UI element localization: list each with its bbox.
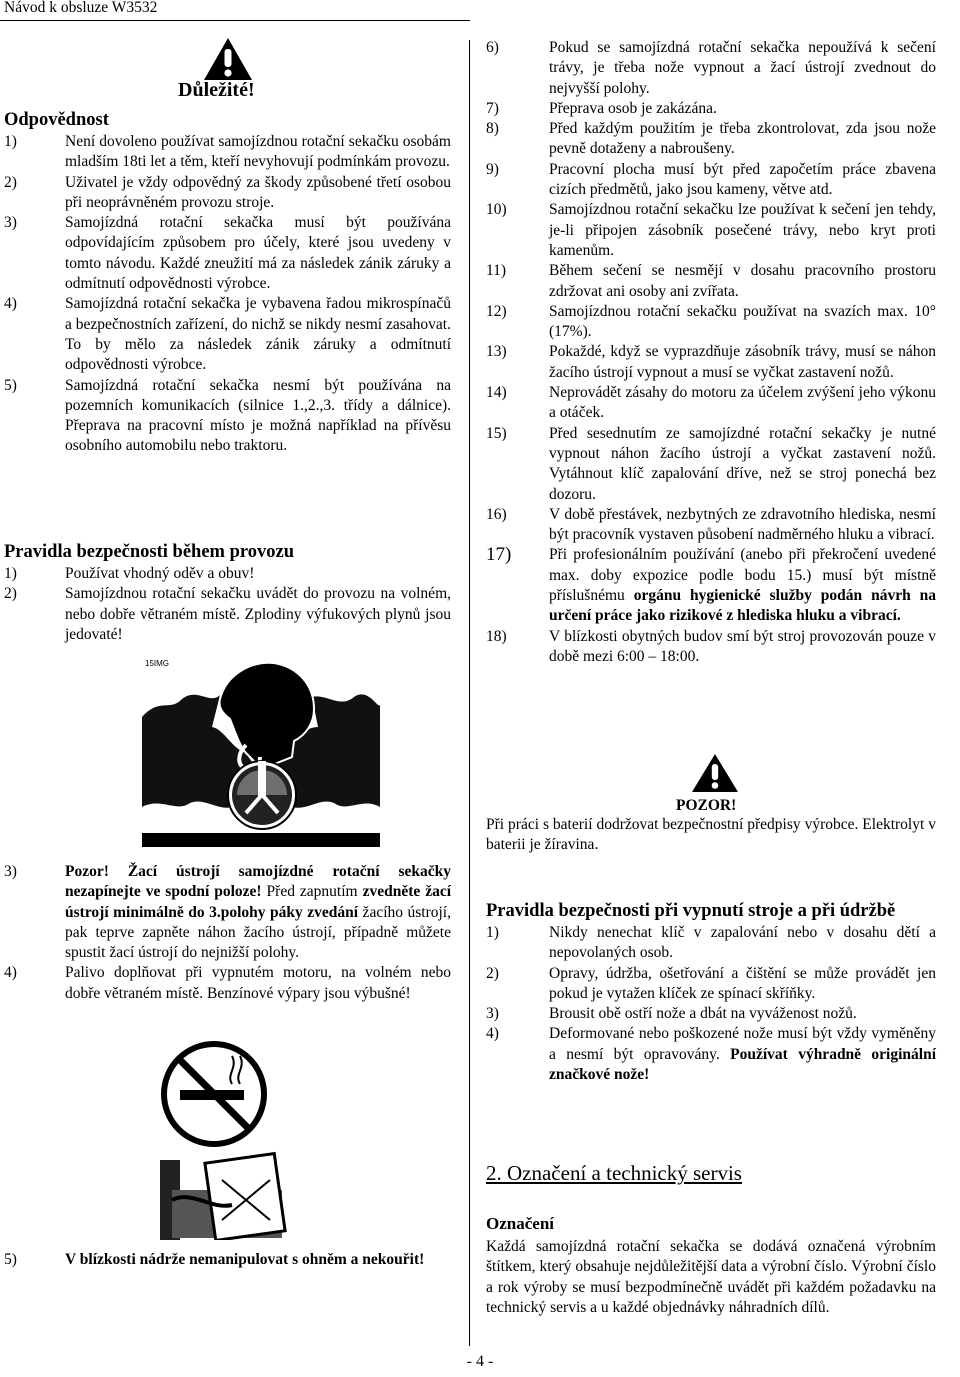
- list-item: 15) Před sesednutím ze samojízdné rotační sekačky je nutné vypnout náhon žacího ústrojí a vyčkat zastavení nožů. Vytáhnout klíč zapalování dříve, než se stroj ponechá bez dozoru.: [486, 424, 936, 503]
- header-rule: [0, 20, 470, 21]
- warning-triangle-icon: [690, 752, 740, 794]
- list-item: 5) V blízkosti nádrže nemanipulovat s ohněm a nekouřit!: [4, 1251, 425, 1268]
- list-item: 9) Pracovní plocha musí být před započetím práce zbavena cizích předmětů, jako jsou kameny, větve atd.: [486, 160, 936, 199]
- list-item: 13) Pokaždé, když se vyprazdňuje zásobník trávy, musí se náhon žacího ústrojí vypnout a musí se vyčkat zastavení nožů.: [486, 343, 936, 381]
- section-2-heading: 2. Označení a technický servis: [486, 1161, 742, 1185]
- list-item: 16) V době přestávek, nezbytných ze zdravotního hlediska, nesmí být pracovník vystaven působení nadměrného hluku a vibrací.: [486, 505, 936, 544]
- list-item: 4) Deformované nebo poškozené nože musí být vždy vyměněny a nesmí být opravovány. Používat výhradně originální značkové nože!: [486, 1025, 937, 1084]
- list-item: 4) Samojízdná rotační sekačka je vybavena řadou mikrospínačů a bezpečnostních zařízení, do nichž se nikdy nesmí zasahovat. To by mělo za následek zánik záruky a odmítnutí odpovědnosti výrobce.: [4, 295, 451, 374]
- list-item: 1) Používat vhodný oděv a obuv!: [4, 565, 255, 582]
- page-number: - 4 -: [466, 1353, 494, 1370]
- list-item: 3) Brousit obě ostří nože a dbát na vyváženost nožů.: [486, 1005, 857, 1023]
- pozor-title: POZOR!: [676, 797, 737, 814]
- list-item: 4) Palivo doplňovat při vypnutém motoru, na volném nebo dobře větraném místě. Benzínové výpary jsou výbušné!: [4, 964, 451, 1002]
- section-heading-responsibility: Odpovědnost: [4, 110, 109, 130]
- list-item: 18) V blízkosti obytných budov smí být stroj provozován pouze v době mezi 6:00 – 18:00.: [486, 627, 936, 665]
- column-divider: [469, 40, 470, 1346]
- list-item: 5) Samojízdná rotační sekačka nesmí být používána na pozemních komunikacích (silnice 1.,2.,3. třídy a dálnice). Přeprava na pracovní místo je možná například na přívěsu osobního automobilu nebo traktoru.: [4, 376, 451, 455]
- list-item: 2) Samojízdnou rotační sekačku uvádět do provozu na volném, nebo dobře větraném místě. Zplodiny výfukových plynů jsou jedovaté!: [4, 585, 451, 643]
- list-item: 2) Opravy, údržba, ošetřování a čištění se může provádět jen pokud je vytažen klíček ze spínací skříňky.: [486, 964, 936, 1002]
- image-label: 15IMG: [145, 659, 170, 668]
- document-header-title: Návod k obsluze W3532: [4, 0, 158, 16]
- list-item: 8) Před každým použitím je třeba zkontrolovat, zda jsou nože pevně dotaženy a nabroušeny.: [486, 120, 936, 158]
- section-2-subheading: Označení: [486, 1214, 554, 1233]
- list-item: 6) Pokud se samojízdná rotační sekačka nepoužívá k sečení trávy, je třeba nože vypnout a žací ústrojí zvednout do nejvyšší polohy.: [486, 39, 936, 97]
- section-2-text: Každá samojízdná rotační sekačka se dodává označená výrobním štítkem, který obsahuje nejdůležitější data a výrobní číslo. Výrobní číslo a rok výroby se musí bezpodmínečně uvádět při každém požadavku na technický servis a u každé objednávky náhradních dílů.: [486, 1238, 936, 1316]
- toxic-fumes-pictogram: [142, 657, 380, 847]
- list-item: 1) Není dovoleno používat samojízdnou rotační sekačku osobám mladším 18ti let a těm, kteří nevyhovují podmínkám provozu.: [4, 133, 451, 171]
- list-item: 3) Samojízdná rotační sekačka musí být používána odpovídajícím způsobem pro účely, které jsou uvedeny v tomto návodu. Každé zneužití má za následek zánik záruky a odmítnutí odpovědnosti výrobce.: [4, 214, 451, 293]
- battery-warning-text: Při práci s baterií dodržovat bezpečnostní předpisy výrobce. Elektrolyt v baterii je žíravina.: [486, 816, 936, 854]
- list-item: 2) Uživatel je vždy odpovědný za škody způsobené třetí osobou při neoprávněném provozu stroje.: [4, 173, 451, 211]
- warning-triangle-icon: [202, 36, 254, 82]
- list-item: 12) Samojízdnou rotační sekačku používat na svazích max. 10°(17%).: [486, 302, 936, 341]
- important-title: Důležité!: [178, 79, 255, 101]
- section-heading-shutdown-safety: Pravidla bezpečnosti při vypnutí stroje a při údržbě: [486, 901, 896, 921]
- list-item: 1) Nikdy nenechat klíč v zapalování nebo v dosahu dětí a nepovolaných osob.: [486, 924, 936, 962]
- list-item: 7) Přeprava osob je zakázána.: [486, 99, 717, 117]
- list-item: 14) Neprovádět zásahy do motoru za účelem zvýšení jeho výkonu a otáček.: [486, 384, 936, 422]
- list-item: 11) Během sečení se nesmějí v dosahu pracovního prostoru zdržovat ani osoby ani zvířata.: [486, 262, 936, 300]
- section-heading-operation-safety: Pravidla bezpečnosti během provozu: [4, 542, 294, 562]
- no-smoking-fuel-pictogram: [152, 1040, 292, 1240]
- list-item: 17) Při profesionálním používání (anebo při překročení uvedené max. doby expozice podle bodu 15.) musí být místně příslušnému orgánu hygienické služby podán návrh na určení práce jako rizikové z hlediska hluku a vibrací.: [486, 544, 937, 625]
- list-item: 10) Samojízdnou rotační sekačku lze používat k sečení jen tehdy, je-li připojen zásobník posečené trávy, nebo kryt proti kamenům.: [486, 201, 936, 259]
- list-item: 3) Pozor! Žací ústrojí samojízdné rotační sekačky nezapínejte ve spodní poloze! Před zapnutím zvedněte žací ústrojí minimálně do 3.polohy páky zvedání žacího ústrojí, pak teprve zapněte náhon žacího ústrojí, případně můžete spustit žací ústrojí do nejnižší polohy.: [4, 863, 452, 962]
